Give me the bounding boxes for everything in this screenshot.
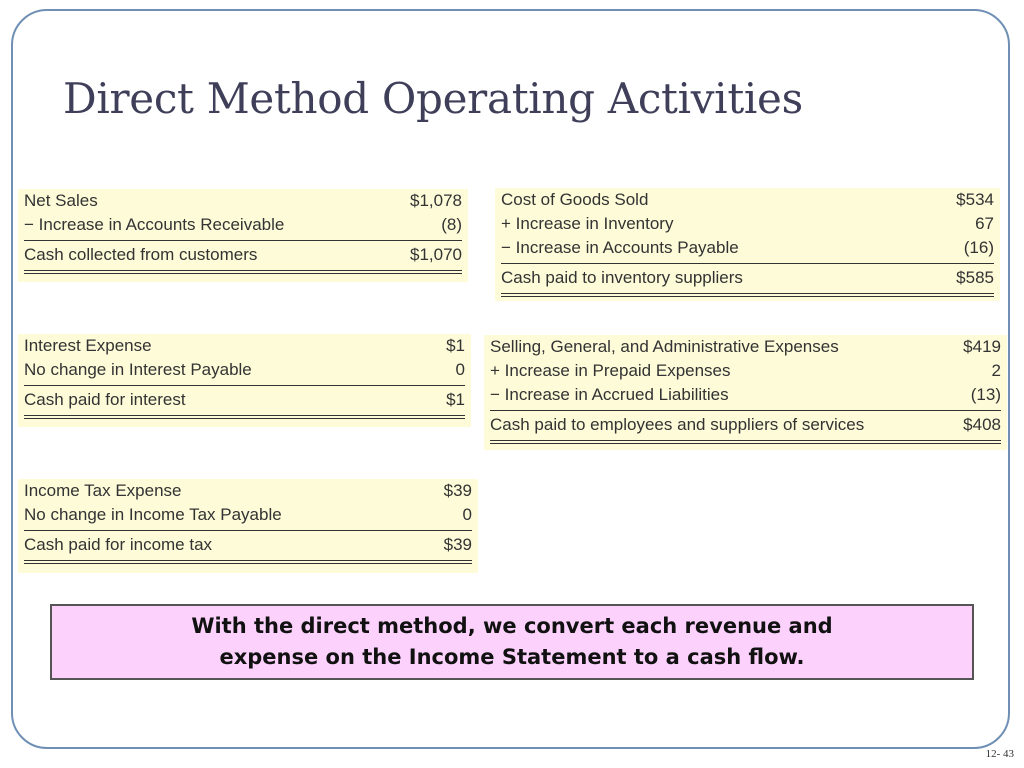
row-label: Income Tax Expense bbox=[24, 481, 182, 500]
row-label: Cost of Goods Sold bbox=[501, 190, 649, 209]
row-label: + Increase in Inventory bbox=[501, 214, 674, 233]
row-amount: $419 bbox=[963, 337, 1001, 356]
double-underline bbox=[24, 270, 462, 274]
table-row bbox=[501, 236, 994, 260]
page-number: 12- 43 bbox=[985, 748, 1014, 760]
row-label: − Increase in Accounts Receivable bbox=[24, 215, 285, 234]
total-row bbox=[24, 240, 462, 268]
row-amount: $1,078 bbox=[410, 191, 462, 210]
table-row bbox=[24, 334, 465, 358]
double-underline bbox=[24, 560, 472, 564]
total-label: Cash paid for interest bbox=[24, 390, 186, 409]
table-row bbox=[501, 188, 994, 212]
row-label: + Increase in Prepaid Expenses bbox=[490, 361, 731, 380]
total-row bbox=[24, 385, 465, 413]
total-row bbox=[24, 530, 472, 558]
row-label: Interest Expense bbox=[24, 336, 152, 355]
customers-cash-table bbox=[18, 189, 468, 282]
row-amount: $534 bbox=[956, 190, 994, 209]
row-amount: 0 bbox=[455, 360, 465, 379]
row-amount: 0 bbox=[462, 505, 472, 524]
table-row bbox=[24, 503, 472, 527]
row-amount: $39 bbox=[443, 481, 472, 500]
total-amount: $408 bbox=[963, 415, 1001, 434]
table-row bbox=[490, 335, 1001, 359]
inventory-suppliers-table bbox=[495, 188, 1000, 301]
row-label: − Increase in Accrued Liabilities bbox=[490, 385, 729, 404]
row-label: No change in Income Tax Payable bbox=[24, 505, 282, 524]
income-tax-cash-table bbox=[18, 479, 478, 573]
double-underline bbox=[501, 293, 994, 297]
total-label: Cash collected from customers bbox=[24, 245, 258, 264]
total-amount: $39 bbox=[443, 535, 472, 554]
total-amount: $585 bbox=[956, 268, 994, 287]
slide-title: Direct Method Operating Activities bbox=[63, 74, 803, 123]
interest-cash-table bbox=[18, 334, 471, 427]
row-label: Selling, General, and Administrative Expenses bbox=[490, 337, 839, 356]
callout-line-2: expense on the Income Statement to a cash flow. bbox=[219, 645, 805, 669]
row-amount: 67 bbox=[975, 214, 994, 233]
row-label: No change in Interest Payable bbox=[24, 360, 252, 379]
total-label: Cash paid for income tax bbox=[24, 535, 213, 554]
row-amount: 2 bbox=[991, 361, 1001, 380]
row-amount: (13) bbox=[970, 385, 1001, 404]
total-row bbox=[501, 263, 994, 291]
table-row bbox=[24, 213, 462, 237]
table-row bbox=[501, 212, 994, 236]
total-amount: $1,070 bbox=[410, 245, 462, 264]
total-label: Cash paid to inventory suppliers bbox=[501, 268, 743, 287]
row-amount: $1 bbox=[446, 336, 465, 355]
double-underline bbox=[24, 415, 465, 419]
sga-cash-table bbox=[484, 335, 1007, 450]
row-label: − Increase in Accounts Payable bbox=[501, 238, 739, 257]
table-row bbox=[490, 383, 1001, 407]
total-amount: $1 bbox=[446, 390, 465, 409]
table-row bbox=[24, 189, 462, 213]
total-row bbox=[490, 410, 1001, 438]
summary-callout bbox=[50, 604, 974, 680]
table-row bbox=[490, 359, 1001, 383]
callout-line-1: With the direct method, we convert each revenue and bbox=[191, 614, 833, 638]
double-underline bbox=[490, 440, 1001, 444]
row-amount: (16) bbox=[963, 238, 994, 257]
total-label: Cash paid to employees and suppliers of services bbox=[490, 415, 865, 434]
table-row bbox=[24, 479, 472, 503]
row-label: Net Sales bbox=[24, 191, 98, 210]
row-amount: (8) bbox=[441, 215, 462, 234]
table-row bbox=[24, 358, 465, 382]
